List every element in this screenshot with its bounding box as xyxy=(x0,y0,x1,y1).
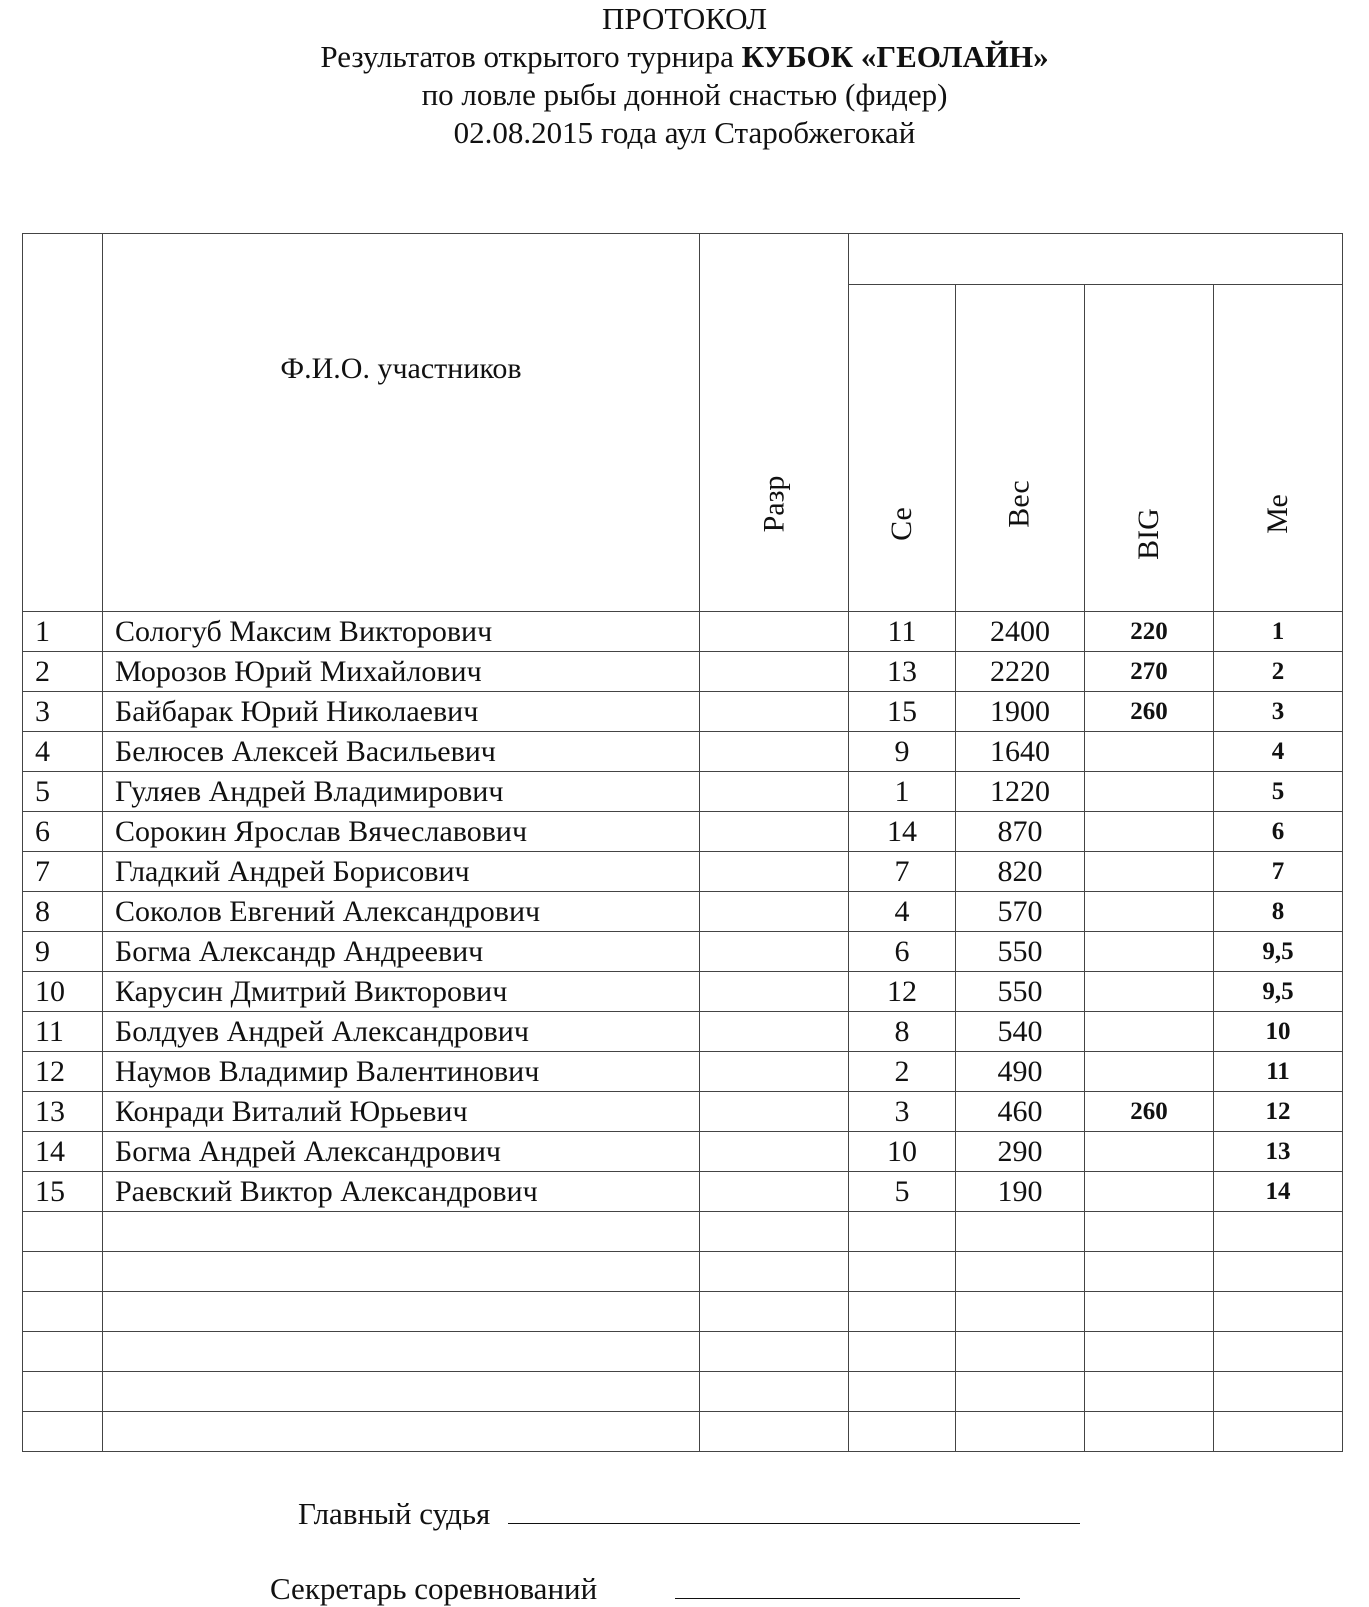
secretary-signature xyxy=(270,1570,1020,1607)
empty-cell xyxy=(1085,1252,1214,1292)
empty-cell xyxy=(700,1212,849,1252)
row-number: 6 xyxy=(23,812,103,852)
big-fish-cell xyxy=(1085,892,1214,932)
header-weight-cell xyxy=(956,285,1085,612)
empty-cell xyxy=(700,1252,849,1292)
big-fish-cell xyxy=(1085,1132,1214,1172)
table-row xyxy=(23,892,1343,932)
weight-cell: 570 xyxy=(956,892,1085,932)
table-row xyxy=(23,732,1343,772)
place-cell: 4 xyxy=(1214,732,1343,772)
rank-cell xyxy=(700,1052,849,1092)
row-number: 15 xyxy=(23,1172,103,1212)
empty-row xyxy=(23,1412,1343,1452)
participant-name: Раевский Виктор Александрович xyxy=(103,1172,700,1212)
place-cell: 1 xyxy=(1214,612,1343,652)
results-body xyxy=(23,234,1343,1452)
doc-subtitle xyxy=(0,38,1369,76)
place-cell: 2 xyxy=(1214,652,1343,692)
weight-cell: 1900 xyxy=(956,692,1085,732)
empty-cell xyxy=(956,1212,1085,1252)
empty-cell xyxy=(700,1372,849,1412)
place-cell: 8 xyxy=(1214,892,1343,932)
place-cell: 3 xyxy=(1214,692,1343,732)
table-row xyxy=(23,772,1343,812)
rank-cell xyxy=(700,812,849,852)
table-row xyxy=(23,1132,1343,1172)
participant-name: Байбарак Юрий Николаевич xyxy=(103,692,700,732)
table-row xyxy=(23,652,1343,692)
table-row xyxy=(23,612,1343,652)
empty-cell xyxy=(849,1332,956,1372)
row-number: 5 xyxy=(23,772,103,812)
sector-cell: 10 xyxy=(849,1132,956,1172)
header-big-cell xyxy=(1085,285,1214,612)
table-row xyxy=(23,1012,1343,1052)
place-cell: 10 xyxy=(1214,1012,1343,1052)
row-number: 12 xyxy=(23,1052,103,1092)
sector-cell: 1 xyxy=(849,772,956,812)
place-cell: 13 xyxy=(1214,1132,1343,1172)
big-fish-cell: 260 xyxy=(1085,692,1214,732)
participant-name: Соколов Евгений Александрович xyxy=(103,892,700,932)
place-cell: 9,5 xyxy=(1214,972,1343,1012)
participant-name: Морозов Юрий Михайлович xyxy=(103,652,700,692)
header-num-cell xyxy=(23,234,103,612)
empty-row xyxy=(23,1372,1343,1412)
sector-cell: 6 xyxy=(849,932,956,972)
rank-cell xyxy=(700,1132,849,1172)
row-number: 14 xyxy=(23,1132,103,1172)
empty-row xyxy=(23,1212,1343,1252)
empty-cell xyxy=(849,1292,956,1332)
row-number: 11 xyxy=(23,1012,103,1052)
empty-cell xyxy=(956,1372,1085,1412)
empty-cell xyxy=(103,1372,700,1412)
big-fish-cell: 220 xyxy=(1085,612,1214,652)
subtitle-text: Результатов открытого турнира xyxy=(320,39,742,74)
header-weight-label: Вес xyxy=(1002,480,1036,528)
header-rank-cell xyxy=(700,234,849,612)
weight-cell: 460 xyxy=(956,1092,1085,1132)
empty-cell xyxy=(956,1332,1085,1372)
empty-cell xyxy=(23,1252,103,1292)
table-row xyxy=(23,932,1343,972)
empty-cell xyxy=(23,1372,103,1412)
weight-cell: 1640 xyxy=(956,732,1085,772)
participant-name: Сорокин Ярослав Вячеславович xyxy=(103,812,700,852)
empty-cell xyxy=(849,1372,956,1412)
place-cell: 9,5 xyxy=(1214,932,1343,972)
rank-cell xyxy=(700,692,849,732)
empty-cell xyxy=(1214,1412,1343,1452)
header-rank-label: Разр xyxy=(756,475,790,533)
empty-cell xyxy=(1085,1412,1214,1452)
big-fish-cell xyxy=(1085,1172,1214,1212)
rank-cell xyxy=(700,652,849,692)
place-cell: 14 xyxy=(1214,1172,1343,1212)
row-number: 13 xyxy=(23,1092,103,1132)
empty-cell xyxy=(1214,1292,1343,1332)
sector-cell: 7 xyxy=(849,852,956,892)
row-number: 9 xyxy=(23,932,103,972)
empty-row xyxy=(23,1332,1343,1372)
place-cell: 5 xyxy=(1214,772,1343,812)
sector-cell: 13 xyxy=(849,652,956,692)
big-fish-cell: 260 xyxy=(1085,1092,1214,1132)
big-fish-cell xyxy=(1085,932,1214,972)
weight-cell: 540 xyxy=(956,1012,1085,1052)
table-row xyxy=(23,692,1343,732)
rank-cell xyxy=(700,612,849,652)
empty-cell xyxy=(23,1332,103,1372)
header-sector-label: Се xyxy=(884,507,918,541)
place-cell: 11 xyxy=(1214,1052,1343,1092)
doc-date-place: 02.08.2015 года аул Старобжегокай xyxy=(453,115,916,150)
big-fish-cell xyxy=(1085,1052,1214,1092)
row-number: 8 xyxy=(23,892,103,932)
empty-cell xyxy=(849,1412,956,1452)
judge-signature xyxy=(298,1495,1080,1532)
place-cell: 6 xyxy=(1214,812,1343,852)
weight-cell: 290 xyxy=(956,1132,1085,1172)
rank-cell xyxy=(700,932,849,972)
empty-cell xyxy=(1085,1212,1214,1252)
header-place-label: Ме xyxy=(1260,494,1294,534)
participant-name: Белюсев Алексей Васильевич xyxy=(103,732,700,772)
big-fish-cell: 270 xyxy=(1085,652,1214,692)
empty-cell xyxy=(1085,1372,1214,1412)
weight-cell: 490 xyxy=(956,1052,1085,1092)
empty-cell xyxy=(956,1292,1085,1332)
table-row xyxy=(23,852,1343,892)
place-cell: 7 xyxy=(1214,852,1343,892)
header-group-cell xyxy=(849,234,1343,285)
sector-cell: 4 xyxy=(849,892,956,932)
weight-cell: 550 xyxy=(956,932,1085,972)
sector-cell: 2 xyxy=(849,1052,956,1092)
empty-cell xyxy=(700,1412,849,1452)
participant-name: Гладкий Андрей Борисович xyxy=(103,852,700,892)
sector-cell: 3 xyxy=(849,1092,956,1132)
empty-cell xyxy=(23,1412,103,1452)
empty-cell xyxy=(103,1252,700,1292)
participant-name: Наумов Владимир Валентинович xyxy=(103,1052,700,1092)
empty-row xyxy=(23,1292,1343,1332)
empty-cell xyxy=(1085,1292,1214,1332)
row-number: 1 xyxy=(23,612,103,652)
empty-cell xyxy=(849,1212,956,1252)
rank-cell xyxy=(700,972,849,1012)
weight-cell: 1220 xyxy=(956,772,1085,812)
weight-cell: 2400 xyxy=(956,612,1085,652)
big-fish-cell xyxy=(1085,972,1214,1012)
participant-name: Конради Виталий Юрьевич xyxy=(103,1092,700,1132)
empty-cell xyxy=(700,1292,849,1332)
row-number: 10 xyxy=(23,972,103,1012)
row-number: 4 xyxy=(23,732,103,772)
participant-name: Богма Андрей Александрович xyxy=(103,1132,700,1172)
empty-cell xyxy=(956,1412,1085,1452)
rank-cell xyxy=(700,1172,849,1212)
big-fish-cell xyxy=(1085,732,1214,772)
empty-cell xyxy=(103,1332,700,1372)
sector-cell: 8 xyxy=(849,1012,956,1052)
participant-name: Сологуб Максим Викторович xyxy=(103,612,700,652)
doc-title: ПРОТОКОЛ xyxy=(601,1,768,36)
sector-cell: 11 xyxy=(849,612,956,652)
rank-cell xyxy=(700,852,849,892)
empty-cell xyxy=(23,1292,103,1332)
empty-cell xyxy=(956,1252,1085,1292)
rank-cell xyxy=(700,1092,849,1132)
empty-row xyxy=(23,1252,1343,1292)
header-place-cell xyxy=(1214,285,1343,612)
empty-cell xyxy=(103,1212,700,1252)
weight-cell: 190 xyxy=(956,1172,1085,1212)
participant-name: Гуляев Андрей Владимирович xyxy=(103,772,700,812)
tournament-name: КУБОК «ГЕОЛАЙН» xyxy=(741,39,1049,74)
participant-name: Карусин Дмитрий Викторович xyxy=(103,972,700,1012)
participant-name: Болдуев Андрей Александрович xyxy=(103,1012,700,1052)
doc-discipline: по ловле рыбы донной снастью (фидер) xyxy=(421,77,948,112)
rank-cell xyxy=(700,892,849,932)
header-name-cell: Ф.И.О. участников xyxy=(103,234,700,612)
table-row xyxy=(23,1092,1343,1132)
sector-cell: 14 xyxy=(849,812,956,852)
rank-cell xyxy=(700,732,849,772)
weight-cell: 550 xyxy=(956,972,1085,1012)
empty-cell xyxy=(1214,1212,1343,1252)
sector-cell: 5 xyxy=(849,1172,956,1212)
header-sector-cell xyxy=(849,285,956,612)
empty-cell xyxy=(103,1412,700,1452)
empty-cell xyxy=(23,1212,103,1252)
sector-cell: 9 xyxy=(849,732,956,772)
sector-cell: 12 xyxy=(849,972,956,1012)
empty-cell xyxy=(1214,1372,1343,1412)
table-row xyxy=(23,812,1343,852)
empty-cell xyxy=(1214,1252,1343,1292)
judge-label: Главный судья xyxy=(298,1496,491,1531)
row-number: 7 xyxy=(23,852,103,892)
header-big-label: BIG xyxy=(1131,508,1165,560)
big-fish-cell xyxy=(1085,852,1214,892)
rank-cell xyxy=(700,1012,849,1052)
empty-cell xyxy=(1214,1332,1343,1372)
row-number: 2 xyxy=(23,652,103,692)
judge-signature-line[interactable] xyxy=(508,1495,1080,1524)
table-row xyxy=(23,972,1343,1012)
weight-cell: 2220 xyxy=(956,652,1085,692)
table-row xyxy=(23,1172,1343,1212)
empty-cell xyxy=(700,1332,849,1372)
participant-name: Богма Александр Андреевич xyxy=(103,932,700,972)
header-row-top xyxy=(23,234,1343,285)
row-number: 3 xyxy=(23,692,103,732)
weight-cell: 870 xyxy=(956,812,1085,852)
rank-cell xyxy=(700,772,849,812)
weight-cell: 820 xyxy=(956,852,1085,892)
big-fish-cell xyxy=(1085,772,1214,812)
table-row xyxy=(23,1052,1343,1092)
results-table xyxy=(22,233,1343,1452)
empty-cell xyxy=(103,1292,700,1332)
empty-cell xyxy=(1085,1332,1214,1372)
place-cell: 12 xyxy=(1214,1092,1343,1132)
big-fish-cell xyxy=(1085,812,1214,852)
empty-cell xyxy=(849,1252,956,1292)
secretary-label: Секретарь соревнований xyxy=(270,1571,598,1606)
secretary-signature-line[interactable] xyxy=(675,1570,1020,1599)
sector-cell: 15 xyxy=(849,692,956,732)
big-fish-cell xyxy=(1085,1012,1214,1052)
